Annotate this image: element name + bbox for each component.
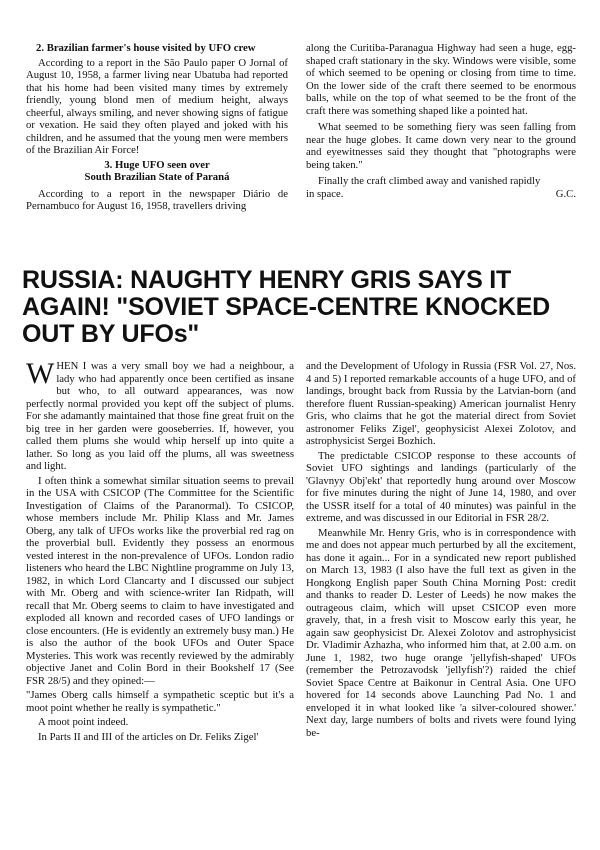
body-paragraph: and the Development of Ufology in Russia (FSR Vol. 27, Nos. 4 and 5) I reported remarkable accounts of a huge UFO, and of landings, brought back from Russia by the Latvian-born (and therefore fluent Russian-speaking) American journalist Henry Gris, who claims that he got the material direct from Soviet astronomer Feliks Zigel', geophysicist Alexei Zolotov, and astrophysicist Sergei Bozhich.: [306, 360, 576, 447]
article-headline: RUSSIA: NAUGHTY HENRY GRIS SAYS IT AGAIN! "SOVIET SPACE-CENTRE KNOCKED OUT BY UFOs": [22, 266, 551, 348]
closing-line: [306, 188, 576, 201]
opening-text: HEN I was a very small boy we had a neighbour, a lady who had apparently once been certified as insane but who, to all outward appearances, was now perfectly normal provided you kept off the subject of plums. For she adamantly maintained that those fine great fruit on the big tree in her garden were gooseberries. If, however, you called them plums she would whip herself up into quite a lather. So long as you laid off the plums, all was sweetness and light.: [26, 360, 294, 472]
closing-text: in space.: [306, 187, 344, 200]
body-paragraph: What seemed to be something fiery was seen falling from near the huge globes. It came down very near to the ground and eyewitnesses said they thought that "photographs were being taken.": [306, 121, 576, 171]
author-signature: G.C.: [555, 187, 576, 200]
body-paragraph: According to a report in the newspaper Diário de Pernambuco for August 16, 1958, travellers driving: [26, 187, 288, 212]
article-left-column: [26, 357, 294, 745]
section-heading: [26, 159, 288, 184]
top-left-column: [26, 42, 288, 215]
body-paragraph: Finally the craft climbed away and vanished rapidly: [318, 175, 541, 187]
article-right-column: [306, 360, 576, 741]
body-paragraph: A moot point indeed.: [38, 716, 129, 728]
section-heading-line: 3. Huge UFO seen over: [104, 158, 210, 171]
body-paragraph: I often think a somewhat similar situation seems to prevail in the USA with CSICOP (The Committee for the Scientific Investigation of Claims of the Paranormal). To CSICOP, whose members include Mr. Philip Klass and Mr. James Oberg, any talk of UFOs works like the proverbial red rag on the proverbial bull. Evidently they possess an enormous vested interest in the non-prevalence of UFOs. London radio listeners who heard the LBC Nightline programme on July 13, 1982, in which Lord Clancarty and I discussed our subject with Mr. Oberg and with science-writer Ian Ridpath, will recall that Mr. Oberg seems to claim to have investigated and exploded all known and recorded cases of UFO landings or close encounters. (He is evidently an extremely busy man.) He is also the author of the book UFOs and Outer Space Mysteries. This work was recently reviewed by the admirably objective Janet and Colin Bord in their Bookshelf 17 (See FSR 28/5) and they opined:—: [26, 474, 294, 687]
top-right-column: [306, 42, 576, 202]
body-paragraph: along the Curitiba-Paranagua Highway had seen a huge, egg-shaped craft stationary in the sky. Windows were visible, some of which seemed to be opening or closing from time to time. On the lower side of the craft there seemed to be enormous balls, while on the top of what seemed to be the front of the craft there was something shaped like a pointed hat.: [306, 42, 576, 117]
section-heading-line: South Brazilian State of Paraná: [84, 171, 230, 183]
body-paragraph: Meanwhile Mr. Henry Gris, who is in correspondence with me and does not appear much perturbed by all the excitement, has done it again... For in a syndicated new report published on March 13, 1983 (I also have the full text as given in the Hongkong English paper South China Morning Post: credit and thanks to reader D. Lester of Leeds) he now makes the outrageous claim, which will upset CSICOP even more gravely, that, in a fresh visit to Moscow early this year, he again saw geophysicist Dr. Alexei Zolotov and astrophysicist Dr. Vladimir Azhazha, who informed him that, at 2.00 a.m. on June 1, 1982, two huge orange 'jellyfish-shaped' UFOs (remember the Petrozavodsk 'jellyfish'?) raided the chief Soviet Space Centre at Baikonur in Central Asia. One UFO hovered for 14 seconds above Launching Pad No. 1 and enveloped it in what looked like 'a silver-coloured shower.' Next day, large numbers of bolts and rivets were found lying be-: [306, 526, 576, 739]
body-paragraph: According to a report in the São Paulo paper O Jornal of August 10, 1958, a farmer living near Ubatuba had reported that his home had been visited many times by extremely friendly, young blond men of medium height, always cheerful, always smiling, and never showing signs of fatigue or vexation. He said they often played and joked with his children, and he assumed that the young men were members of the Brazilian Air Force!: [26, 56, 288, 156]
drop-cap: W: [26, 357, 55, 390]
body-paragraph: The predictable CSICOP response to these accounts of Soviet UFO sightings and landings (particularly of the 'Glavnyy Obj'ekt' that reportedly hung around over Moscow for five minutes during the night of June 14, 1980, and over the USSR itself for a total of 40 minutes) was painful in the extreme, and was discussed in our Editorial in FSR 28/2.: [306, 449, 576, 524]
section-heading: 2. Brazilian farmer's house visited by UFO crew: [36, 42, 256, 54]
body-paragraph: [26, 357, 294, 473]
body-paragraph: In Parts II and III of the articles on Dr. Feliks Zigel': [38, 730, 259, 743]
block-quote: "James Oberg calls himself a sympathetic sceptic but it's a moot point whether he really is sympathetic.": [26, 689, 294, 714]
